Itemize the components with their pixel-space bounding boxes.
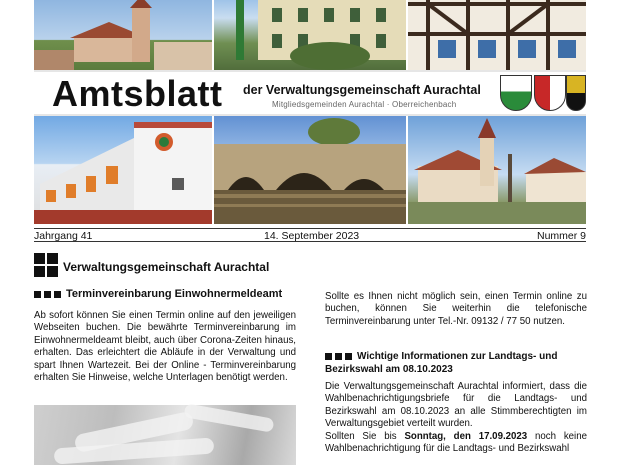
- bullet-squares-icon: [325, 353, 353, 360]
- bullet-squares-icon: [34, 291, 62, 298]
- newsletter-subtitle: der Verwaltungsgemeinschaft Aurachtal: [243, 83, 481, 97]
- issue-info-bar: [34, 228, 586, 242]
- coat-of-arms-icon: [500, 75, 532, 111]
- issue-number: Nummer 9: [536, 230, 586, 242]
- volume-label: Jahrgang 41: [34, 230, 93, 242]
- church-photo: [34, 0, 212, 72]
- article-heading-text: Terminvereinbarung Einwohnermeldeamt: [66, 288, 283, 300]
- stone-bridge-photo: [214, 114, 406, 224]
- section-squares-icon: [34, 253, 58, 277]
- town-house-photo: [214, 0, 406, 72]
- issue-date: 14. September 2023: [264, 230, 360, 242]
- article-heading: [34, 288, 282, 300]
- article-text: noch keine Wahlbenachrichtigung für die Landtags- und Bezirkswahl: [325, 431, 587, 455]
- school-building-photo: [34, 114, 212, 224]
- section-title: Verwaltungsgemeinschaft Aurachtal: [63, 260, 270, 274]
- half-timbered-house-photo: [408, 0, 586, 72]
- article-heading-text: Wichtige Informationen zur Landtags- und Bezirkswahl am 08.10.2023: [325, 351, 558, 375]
- article-text: Sollten Sie bis: [325, 431, 405, 442]
- newsletter-title: Amtsblatt: [52, 73, 223, 114]
- article-body: [325, 431, 587, 456]
- article-body: Die Verwaltungsgemeinschaft Aurachtal informiert, dass die Wahlbenachrichtigungsbriefe für die Landtags- und Bezirkswahl am 08.10.2023 an alle Stimmberechtigten im Verwaltungsgebiet verteilt wurden.: [325, 381, 587, 430]
- article-text-bold: Sonntag, den 17.09.2023: [404, 431, 528, 442]
- article-body-continued: Sollte es Ihnen nicht möglich sein, einen Termin online zu buchen, können Sie weiterhin die telefonische Terminvereinbarung unter Tel.-Nr. 09132 / 77 50 nutzen.: [325, 291, 587, 327]
- article-heading: [325, 350, 587, 376]
- member-municipalities: Mitgliedsgemeinden Aurachtal · Oberreichenbach: [272, 100, 457, 109]
- article-body: Ab sofort können Sie einen Termin online auf den jeweiligen Webseiten buchen. Die bewährte Terminvereinbarung im Einwohnermeldeamt bleibt, auch über Corona-Zeiten hinaus, erhalten. Das erleichtert die Abläufe in der Verwaltung und spart Ihnen Wartezeit. Bei der Online - Terminvereinbarung erhalten Sie Hinweise, welche Unterlagen benötigt werden.: [34, 310, 296, 384]
- coat-of-arms-icon: [566, 75, 586, 111]
- village-church-photo: [408, 114, 586, 224]
- hands-photo: [34, 405, 296, 465]
- coat-of-arms-icon: [534, 75, 566, 111]
